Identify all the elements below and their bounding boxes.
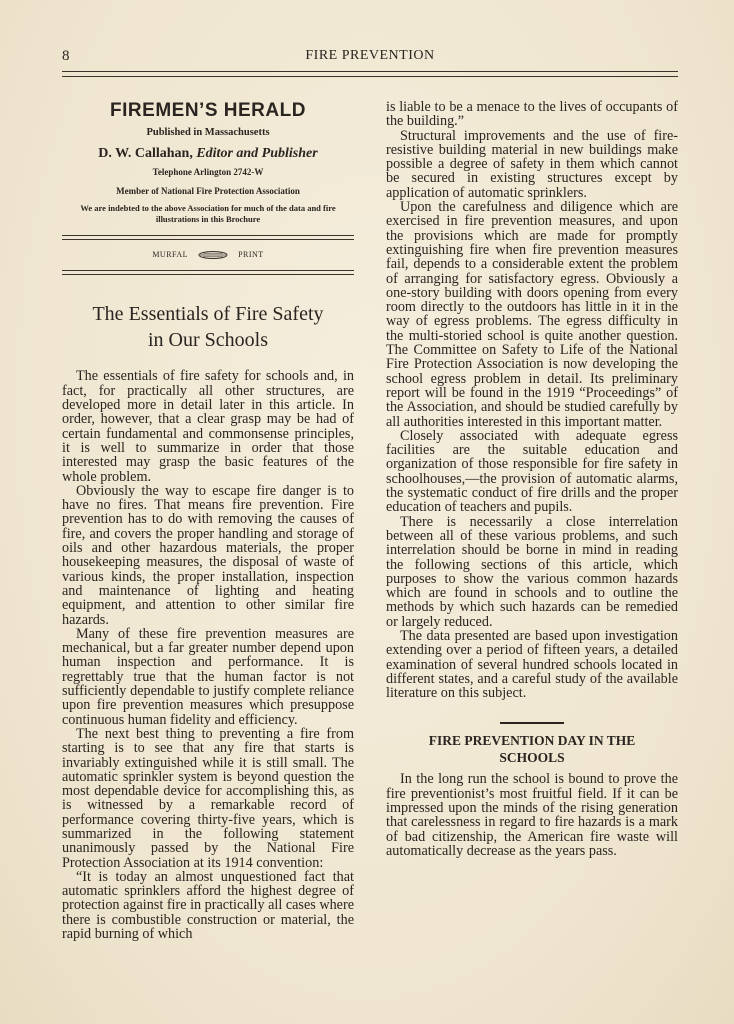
left-column bbox=[62, 100, 354, 941]
masthead-published: Published in Massachusetts bbox=[146, 127, 270, 139]
section-title-line-1: FIRE PREVENTION DAY IN THE bbox=[428, 733, 636, 749]
masthead bbox=[62, 100, 354, 225]
printer-mark-right: PRINT bbox=[238, 250, 264, 260]
article-paragraph: Obviously the way to escape fire danger is to have no fires. That means fire prevention. Fire prevention has to do with removing the causes of fire, and covers the proper handling and storage of oils and other hazardous materials, the proper housekeeping measures, the disposal of waste of various kinds, the proper installation, inspection and maintenance of lighting and heating equipment, and attention to other similar fire hazards. bbox=[62, 482, 354, 628]
article-title-line-2: in Our Schools bbox=[148, 329, 268, 352]
article-paragraph: Upon the carefulness and diligence which are exercised in fire prevention measures, and upon the provisions which are made for promptly extinguishing fire when fire prevention measures fail, depends to a considerable extent the problem of arranging for satisfactory egress. Obviously a one-story building with doors opening from every room directly to the outdoors has little in it in the way of egress problems. The egress difficulty in the multi-storied school is quite another question. The Committee on Safety to Life of the National Fire Protection Association is now developing the school egress problem in detail. Its preliminary report will be found in the 1919 “Proceedings” of the Association, and should be studied carefully by all authorities interested in this important matter. bbox=[386, 199, 678, 430]
editor-role: Editor and Publisher bbox=[196, 145, 318, 161]
article-paragraph: Closely associated with adequate egress facilities are the suitable education and organization of those responsible for fire safety in schoolhouses,—the provision of automatic alarms, the systematic conduct of fire drills and the proper education of teachers and pupils. bbox=[386, 427, 678, 516]
union-label-icon bbox=[198, 251, 228, 259]
printer-mark-left: MURFAL bbox=[152, 250, 189, 260]
article-paragraph: is liable to be a menace to the lives of occupants of the building.” bbox=[386, 99, 678, 130]
masthead-telephone: Telephone Arlington 2742-W bbox=[152, 166, 264, 177]
running-title: FIRE PREVENTION bbox=[305, 48, 435, 63]
masthead-note: We are indebted to the above Association for much of the data and fire illustrations in this Brochure bbox=[80, 203, 336, 225]
page-number: 8 bbox=[62, 48, 70, 64]
masthead-member: Member of National Fire Protection Association bbox=[116, 186, 300, 197]
article-paragraph: There is necessarily a close interrelation between all of these various problems, and such interrelation should be borne in mind in reading the following sections of this article, which purposes to show the various common hazards which are found in schools and to outline the methods by which such hazards can be remedied or largely reduced. bbox=[386, 513, 678, 630]
article-paragraph: The essentials of fire safety for schools and, in fact, for practically all other structures, are developed more in detail later in this article. In order, however, that a clear grasp may be had of certain fundamental and commonsense principles, it is well to summarize in order that those interested may grasp the basic features of the whole problem. bbox=[62, 368, 354, 485]
article-title bbox=[62, 301, 354, 353]
section-paragraph: In the long run the school is bound to prove the fire preventionist’s most fruitful field. If it can be impressed upon the minds of the rising generation that carelessness in regard to fire hazards is a mark of bad citizenship, the American fire waste will automatically decrease as the years pass. bbox=[386, 771, 678, 859]
masthead-title: FIREMEN’S HERALD bbox=[110, 100, 306, 121]
editor-name: D. W. Callahan, bbox=[98, 145, 193, 161]
article-paragraph: The data presented are based upon investigation extending over a period of fifteen years, a detailed examination of several hundred schools located in different states, and a careful study of the available literature on this subject. bbox=[386, 627, 678, 702]
article-paragraph: The next best thing to preventing a fire from starting is to see that any fire that starts is invariably extinguished while it is still small. The automatic sprinkler system is beyond question the most dependable device for accomplishing this, as is witnessed by a remarkable record of performance covering thirty-five years, which is summarized in the following statement unanimously passed by the National Fire Protection Association at its 1914 convention: bbox=[62, 725, 354, 871]
section-title bbox=[386, 732, 678, 766]
running-head bbox=[62, 48, 678, 68]
masthead-editor bbox=[62, 147, 354, 161]
printer-mark bbox=[62, 240, 354, 270]
article-paragraph: Many of these fire prevention measures are mechanical, but a far greater number depend upon human inspection and performance. It is regrettably true that the human factor is not sufficiently dependable to justify complete reliance upon fire prevention measures which presuppose continuous human fidelity and efficiency. bbox=[62, 625, 354, 728]
masthead-rule-bottom bbox=[62, 270, 354, 275]
article-paragraph: Structural improvements and the use of fire-resistive building material in new buildings make possible a degree of safety in them which cannot be secured in existing structures except by application of automatic sprinklers. bbox=[386, 127, 678, 201]
section-title-line-2: SCHOOLS bbox=[499, 750, 565, 766]
article-paragraph: “It is today an almost unquestioned fact that automatic sprinklers afford the highest degree of protection against fire in practically all cases where there is combustible construction or material, the rapid burning of which bbox=[62, 868, 354, 943]
header-double-rule bbox=[62, 71, 678, 77]
article-title-line-1: The Essentials of Fire Safety bbox=[92, 303, 324, 326]
section-divider bbox=[500, 722, 564, 724]
right-column bbox=[386, 100, 678, 858]
